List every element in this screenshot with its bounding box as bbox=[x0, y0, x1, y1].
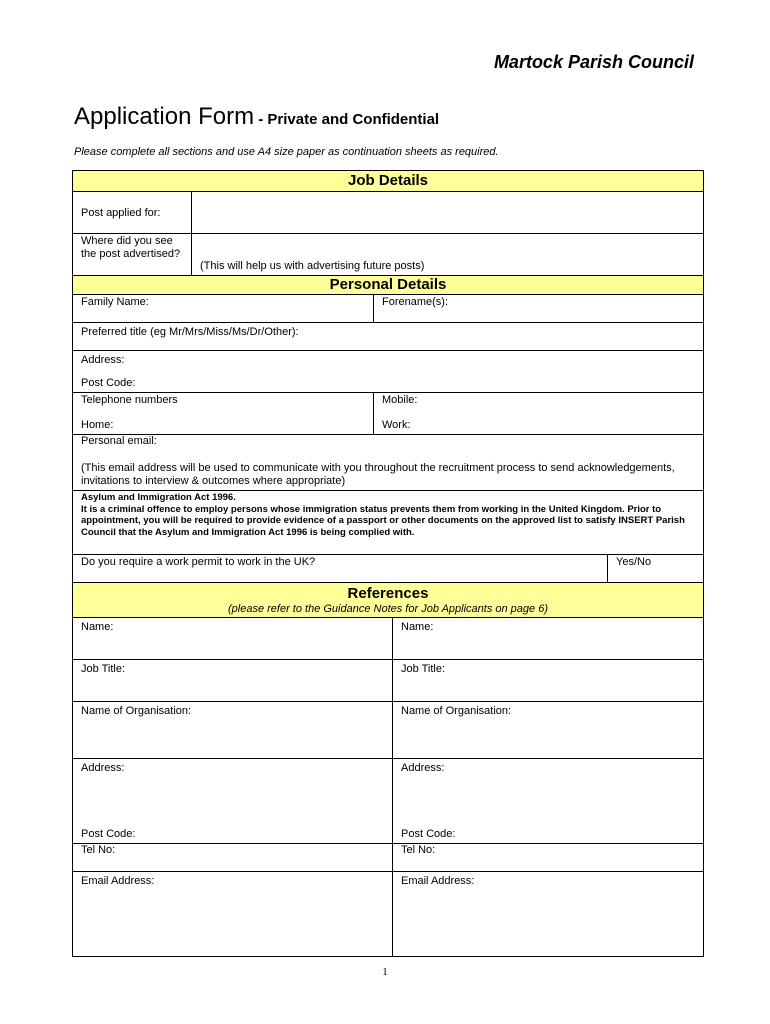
telephone-row bbox=[72, 393, 704, 435]
preferred-title-label: Preferred title (eg Mr/Mrs/Miss/Ms/Dr/Other): bbox=[81, 326, 299, 338]
job-details-heading: Job Details bbox=[347, 172, 429, 189]
post-code-label: Post Code: bbox=[81, 377, 136, 389]
personal-details-header bbox=[72, 276, 704, 295]
ref1-name-field[interactable] bbox=[73, 618, 392, 659]
references-header bbox=[72, 583, 704, 618]
ref-tel-row bbox=[72, 844, 704, 872]
work-permit-question: Do you require a work permit to work in the UK? bbox=[81, 556, 316, 568]
asylum-act-notice bbox=[73, 491, 703, 554]
ref2-organisation-label: Name of Organisation: bbox=[401, 705, 512, 717]
instructions: Please complete all sections and use A4 size paper as continuation sheets as required. bbox=[74, 146, 499, 158]
ref1-address-label: Address: bbox=[81, 762, 125, 774]
home-phone-field[interactable] bbox=[73, 393, 373, 434]
family-name-label: Family Name: bbox=[81, 296, 149, 308]
ref2-tel-field[interactable] bbox=[392, 844, 703, 871]
ref-address-row bbox=[72, 759, 704, 844]
where-seen-label: Where did you see the post advertised? bbox=[81, 235, 181, 260]
ref2-name-label: Name: bbox=[401, 621, 434, 633]
asylum-act-text: It is a criminal offence to employ persons whose immigration status prevents them from working in the United Kingdom. Prior to appointment, you will be required to provide evidence of a passport or other documents on the approved list to satisfy INSERT Parish Council that the Asylum and Immigration Act 1996 is being complied with. bbox=[81, 503, 685, 538]
references-heading: References bbox=[347, 585, 429, 602]
personal-email-field[interactable] bbox=[73, 435, 703, 490]
ref1-email-field[interactable] bbox=[73, 872, 392, 956]
address-label: Address: bbox=[81, 354, 125, 366]
email-row bbox=[72, 435, 704, 491]
organisation-name: Martock Parish Council bbox=[493, 52, 694, 72]
telephone-label: Telephone numbers bbox=[81, 394, 178, 406]
work-permit-row bbox=[72, 555, 704, 583]
ref-email-row bbox=[72, 872, 704, 957]
ref1-tel-label: Tel No: bbox=[81, 844, 116, 856]
address-row bbox=[72, 351, 704, 393]
asylum-act-row bbox=[72, 491, 704, 555]
ref-name-row bbox=[72, 618, 704, 660]
ref2-address-field[interactable] bbox=[392, 759, 703, 843]
work-permit-answer[interactable]: Yes/No bbox=[607, 555, 703, 582]
form-subtitle: - Private and Confidential bbox=[254, 111, 440, 128]
ref1-organisation-field[interactable] bbox=[73, 702, 392, 758]
application-form bbox=[72, 170, 704, 957]
mobile-work-field[interactable] bbox=[373, 393, 703, 434]
forenames-field[interactable] bbox=[373, 295, 703, 322]
ref1-address-field[interactable] bbox=[73, 759, 392, 843]
home-phone-label: Home: bbox=[81, 419, 114, 431]
references-heading-block bbox=[73, 583, 703, 617]
ref2-job-title-label: Job Title: bbox=[401, 663, 446, 675]
name-row bbox=[72, 295, 704, 323]
personal-email-label: Personal email: bbox=[81, 435, 157, 447]
references-note: (please refer to the Guidance Notes for Job Applicants on page 6) bbox=[227, 603, 548, 615]
post-applied-row bbox=[72, 192, 704, 234]
ref1-job-title-field[interactable] bbox=[73, 660, 392, 701]
where-seen-note: (This will help us with advertising future posts) bbox=[200, 260, 425, 272]
ref2-name-field[interactable] bbox=[392, 618, 703, 659]
preferred-title-field[interactable] bbox=[73, 323, 703, 350]
personal-details-heading: Personal Details bbox=[329, 276, 447, 293]
ref2-email-label: Email Address: bbox=[401, 875, 475, 887]
ref2-job-title-field[interactable] bbox=[392, 660, 703, 701]
ref1-tel-field[interactable] bbox=[73, 844, 392, 871]
ref1-organisation-label: Name of Organisation: bbox=[81, 705, 192, 717]
family-name-field[interactable] bbox=[73, 295, 373, 322]
ref-organisation-row bbox=[72, 702, 704, 759]
mobile-label: Mobile: bbox=[382, 394, 418, 406]
work-phone-label: Work: bbox=[382, 419, 411, 431]
ref1-email-label: Email Address: bbox=[81, 875, 155, 887]
ref1-post-code-label: Post Code: bbox=[81, 828, 136, 840]
where-seen-row bbox=[72, 234, 704, 276]
page-number: 1 bbox=[382, 966, 388, 978]
ref1-job-title-label: Job Title: bbox=[81, 663, 126, 675]
ref2-email-field[interactable] bbox=[392, 872, 703, 956]
address-field[interactable] bbox=[73, 351, 703, 392]
ref2-organisation-field[interactable] bbox=[392, 702, 703, 758]
email-note: (This email address will be used to communicate with you throughout the recruitment process to send acknowledgements, invitations to interview & outcomes where appropriate) bbox=[81, 462, 675, 487]
ref1-name-label: Name: bbox=[81, 621, 114, 633]
form-title: Application Form bbox=[74, 103, 255, 130]
preferred-title-row bbox=[72, 323, 704, 351]
ref2-post-code-label: Post Code: bbox=[401, 828, 456, 840]
where-seen-field[interactable] bbox=[191, 234, 703, 275]
ref2-tel-label: Tel No: bbox=[401, 844, 436, 856]
ref-job-title-row bbox=[72, 660, 704, 702]
page-title bbox=[74, 103, 439, 131]
forenames-label: Forename(s): bbox=[382, 296, 449, 308]
post-applied-field[interactable] bbox=[191, 192, 703, 233]
asylum-act-title: Asylum and Immigration Act 1996. bbox=[81, 492, 236, 503]
ref2-address-label: Address: bbox=[401, 762, 445, 774]
job-details-header bbox=[72, 170, 704, 192]
post-applied-label: Post applied for: bbox=[81, 207, 161, 219]
